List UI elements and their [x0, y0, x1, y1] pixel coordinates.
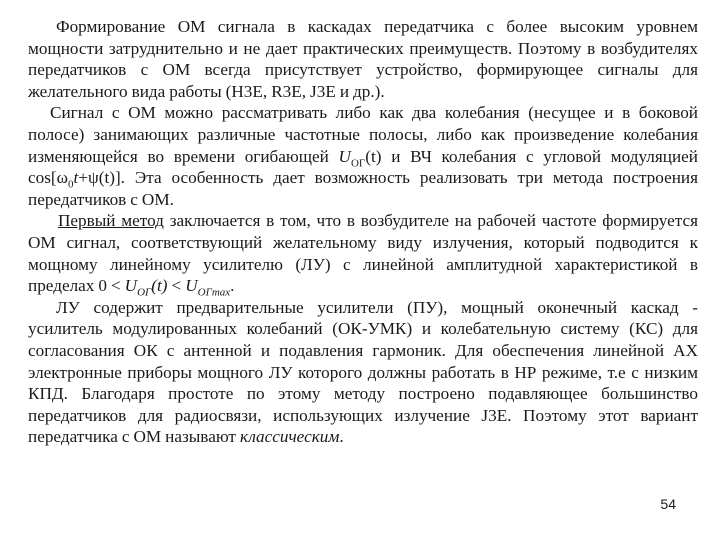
paragraph-4-end: .	[339, 427, 344, 447]
envelope-symbol-2: U	[124, 276, 138, 296]
time-variable: t	[73, 168, 79, 188]
time-argument-3: (t)	[151, 276, 168, 296]
envelope-symbol: U	[338, 146, 351, 166]
paragraph-1	[28, 16, 698, 102]
less-than-sign: <	[167, 276, 186, 296]
paragraph-3-end: .	[230, 276, 235, 296]
paragraph-2-text-a: Сигнал с ОМ можно рассматривать либо как два колебания (несущее и в боковой полосе) занимающих различные частотные полосы, либо как произведение колебания изменяющейся во времени огибающей	[28, 103, 698, 166]
envelope-subscript: ОГ	[350, 157, 366, 169]
plus-sign: +	[78, 168, 88, 188]
envelope-subscript-2: ОГ	[137, 286, 152, 299]
first-method-label: Первый метод	[58, 211, 164, 231]
time-argument-2: (t)	[98, 168, 115, 188]
time-argument: (t)	[365, 146, 382, 166]
body-text	[28, 16, 698, 448]
paragraph-1-text: Формирование ОМ сигнала в каскадах передатчика с более высоким уровнем мощности затруднительно и не дает практических преимуществ. Поэтому в возбудителях передатчиков с ОМ всегда присутствует устройство, формирующее сигналы для желательного вида работы (H3E, R3E, J3E и др.).	[28, 17, 698, 101]
paragraph-2	[28, 102, 698, 210]
psi-symbol: ψ	[87, 168, 99, 188]
paragraph-3-text: заключается в том, что в возбудителе на рабочей частоте формируется ОМ сигнал, соответствующий желательному виду излучения, который подводится к мощному линейному усилителю (ЛУ) с линейной амплитудной характеристикой в пределах 0 <	[28, 211, 698, 296]
paragraph-3	[28, 210, 698, 299]
envelope-max-subscript: ОГmax	[197, 286, 231, 299]
omega-symbol: ω	[56, 168, 68, 188]
paragraph-4-text: ЛУ содержит предварительные усилители (ПУ), мощный оконечный каскад - усилитель модулированных колебаний (ОК-УМК) и колебательную систему (КС) для согласования ОК с антенной и подавления гармоник. Для обеспечения линейной АХ электронные приборы мощного ЛУ которого должны работать в НР режиме, т.е с низким КПД. Благодаря простоте по этому методу построено подавляющее большинство передатчиков для радиосвязи, использующих излучение J3E. Поэтому этот вариант передатчика с ОМ называют	[28, 297, 698, 447]
paragraph-2-text-b: и ВЧ колебания с угловой модуляцией cos[	[28, 146, 698, 188]
paragraph-2-text-c: ]. Эта особенность дает возможность реализовать три метода построения передатчиков с ОМ.	[28, 168, 698, 209]
paragraph-4	[28, 297, 698, 448]
envelope-max-symbol: U	[185, 276, 198, 296]
omega-subscript: 0	[67, 178, 74, 191]
classic-term: классическим	[239, 427, 340, 447]
page-number: 54	[660, 496, 676, 512]
